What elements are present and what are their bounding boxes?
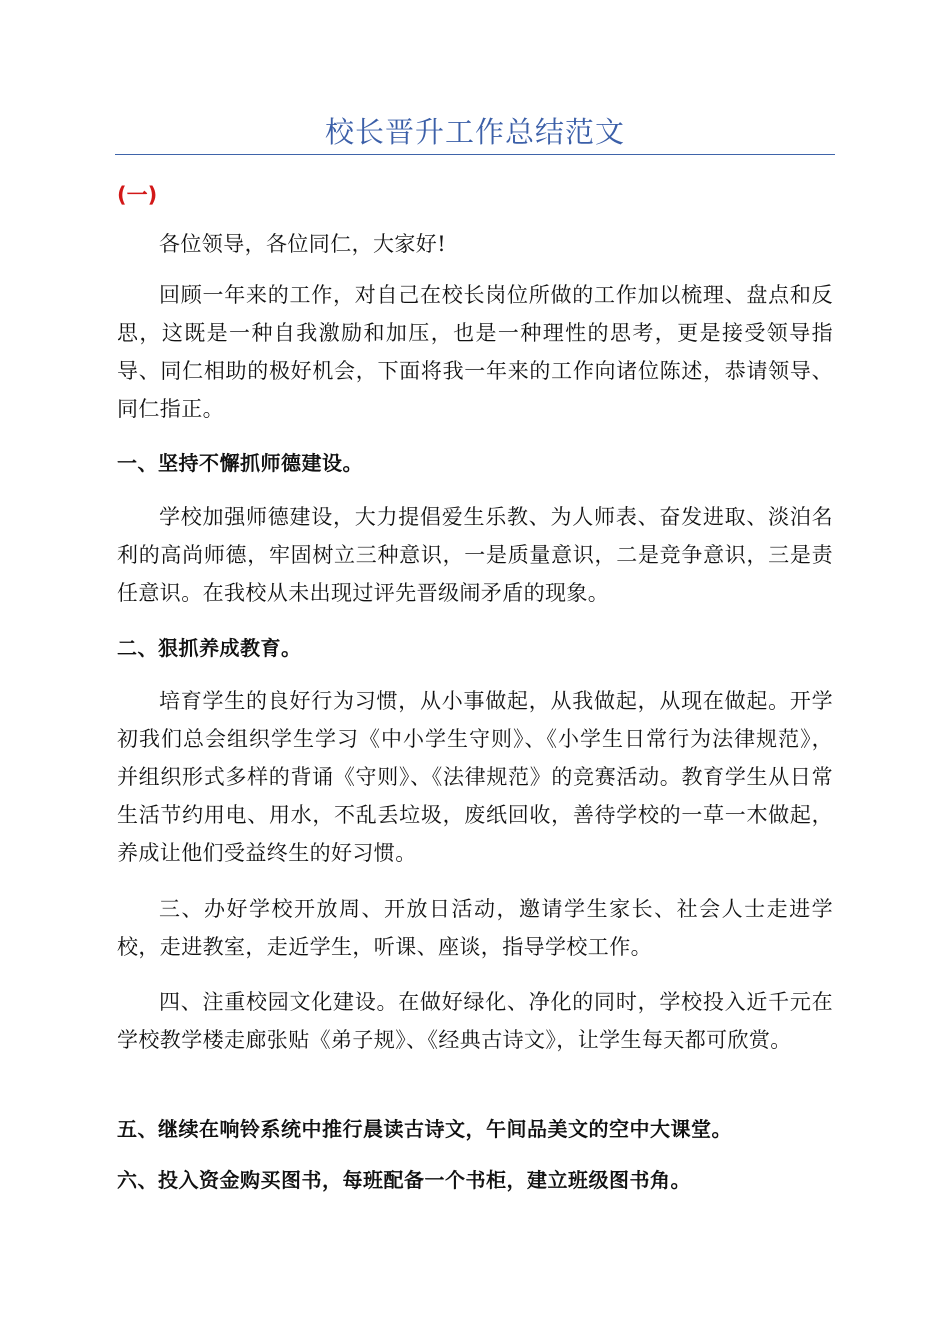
title-underline: [115, 154, 835, 155]
campus-culture-paragraph: 四、注重校园文化建设。在做好绿化、净化的同时，学校投入近千元在学校教学楼走廊张贴《弟子规》、《经典古诗文》，让学生每天都可欣赏。: [117, 990, 833, 1052]
greeting-paragraph: 各位领导，各位同仁，大家好!: [159, 232, 447, 256]
open-week-paragraph: 三、办好学校开放周、开放日活动，邀请学生家长、社会人士走进学校，走进教室，走近学生，听课、座谈，指导学校工作。: [117, 897, 833, 959]
section-marker: (一): [117, 183, 158, 207]
intro-paragraph: 回顾一年来的工作，对自己在校长岗位所做的工作加以梳理、盘点和反思，这既是一种自我激励和加压，也是一种理性的思考，更是接受领导指导、同仁相助的极好机会，下面将我一年来的工作向诸位陈述，恭请领导、同仁指正。: [117, 283, 833, 421]
heading-habit-education: 二、狠抓养成教育。: [117, 636, 302, 660]
heading-class-library: 六、投入资金购买图书，每班配备一个书柜，建立班级图书角。: [117, 1168, 691, 1192]
habit-education-paragraph: 培育学生的良好行为习惯，从小事做起，从我做起，从现在做起。开学初我们总会组织学生学习《中小学生守则》、《小学生日常行为法律规范》，并组织形式多样的背诵《守则》、《法律规范》的竞赛活动。教育学生从日常生活节约用电、用水，不乱丢垃圾，废纸回收，善待学校的一草一木做起，养成让他们受益终生的好习惯。: [117, 689, 833, 865]
teacher-ethics-paragraph: 学校加强师德建设，大力提倡爱生乐教、为人师表、奋发进取、淡泊名利的高尚师德，牢固树立三种意识，一是质量意识，二是竞争意识，三是责任意识。在我校从未出现过评先晋级闹矛盾的现象。: [117, 505, 833, 605]
heading-morning-reading: 五、继续在响铃系统中推行晨读古诗文，午间品美文的空中大课堂。: [117, 1117, 732, 1141]
document-title: 校长晋升工作总结范文: [324, 115, 625, 149]
heading-teacher-ethics: 一、坚持不懈抓师德建设。: [117, 451, 363, 475]
